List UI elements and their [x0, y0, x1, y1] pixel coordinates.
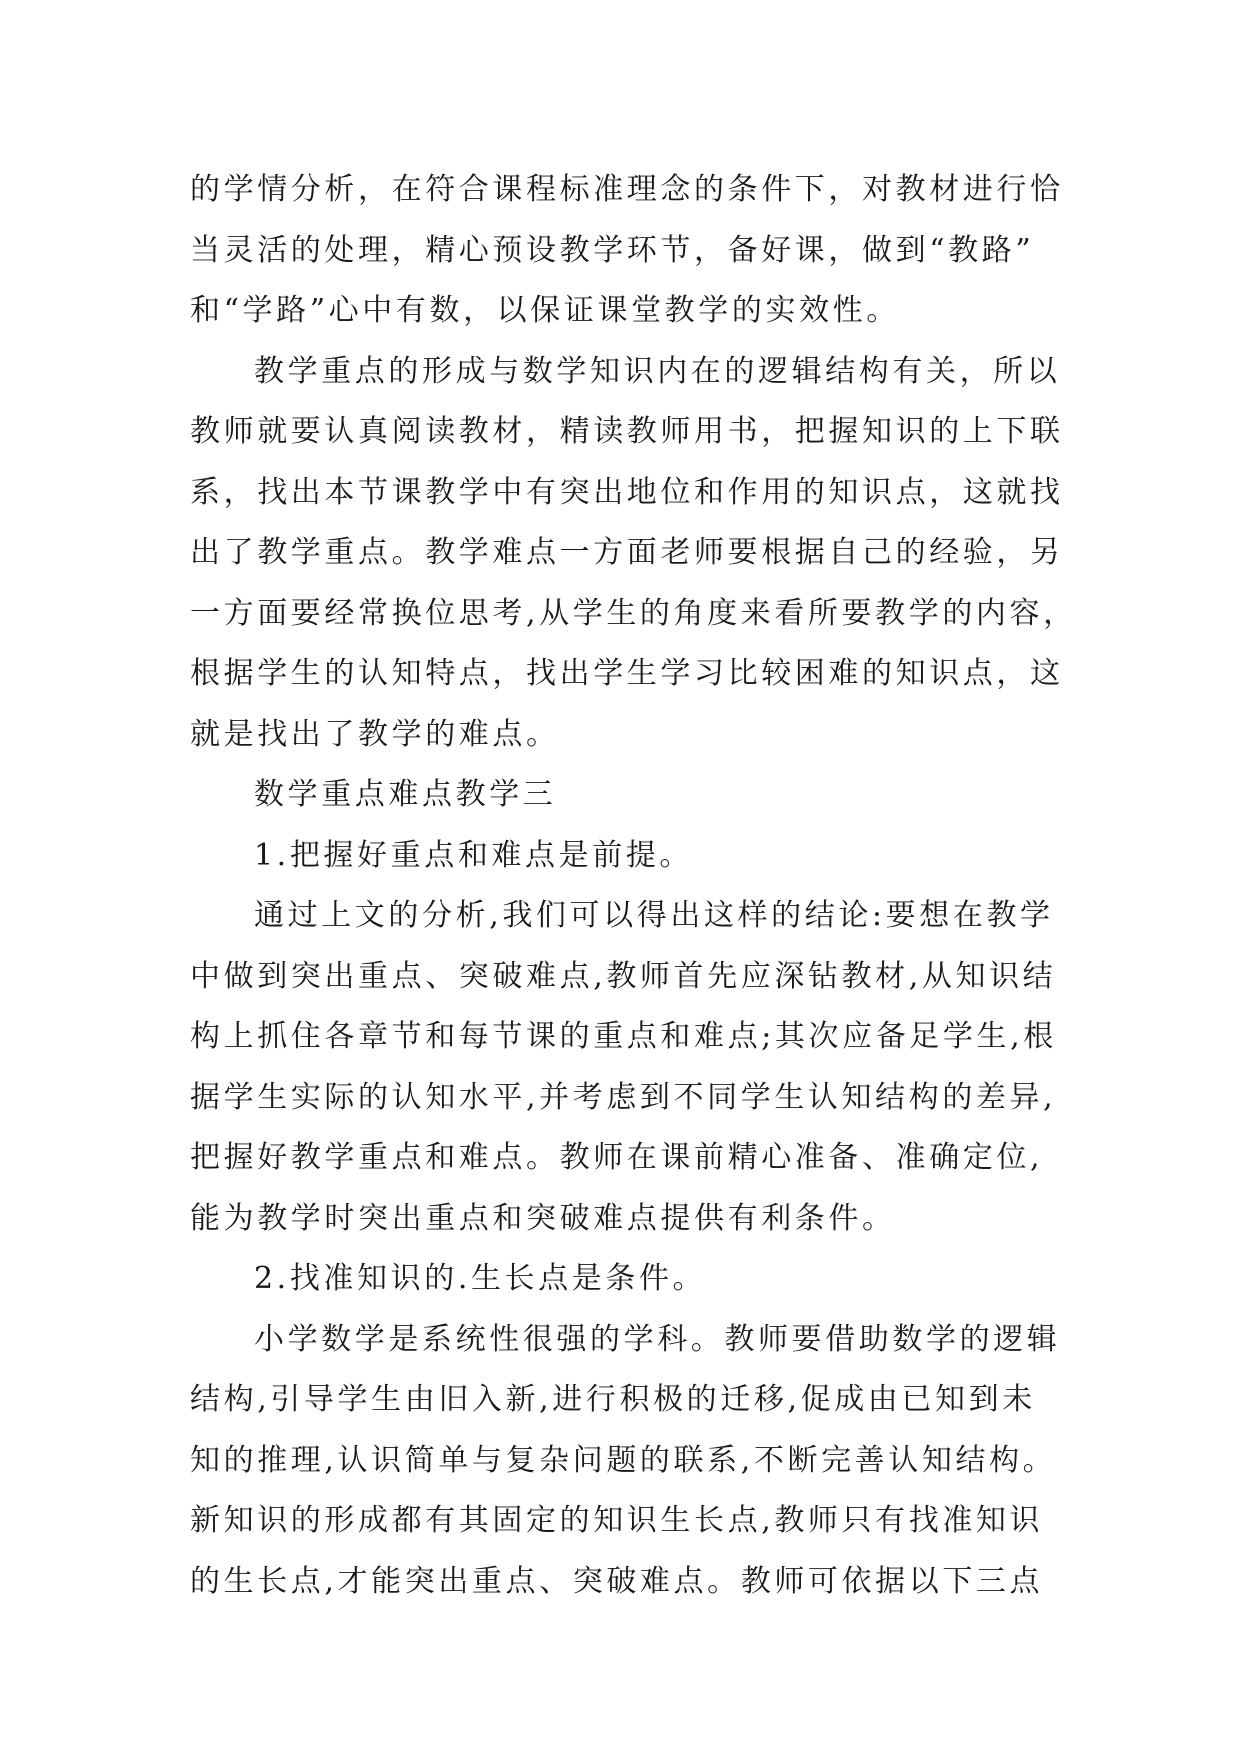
text-line: 小学数学是系统性很强的学科。教师要借助数学的逻辑: [254, 1321, 1061, 1357]
text-line: 和“学路”心中有数，以保证课堂教学的实效性。: [190, 293, 900, 328]
text-line: 系，找出本节课教学中有突出地位和作用的知识点，这就找: [190, 474, 1064, 510]
text-line: 知的推理,认识简单与复杂问题的联系,不断完善认知结构。: [190, 1442, 1057, 1478]
text-line: 当灵活的处理，精心预设教学环节，备好课，做到“教路”: [190, 232, 1035, 268]
text-line: 把握好教学重点和难点。教师在课前精心准备、准确定位,: [190, 1140, 1044, 1175]
text-line: 据学生实际的认知水平,并考虑到不同学生认知结构的差异,: [190, 1079, 1057, 1115]
text-line: 新知识的形成都有其固定的知识生长点,教师只有找准知识: [190, 1503, 1044, 1538]
text-line: 通过上文的分析,我们可以得出这样的结论:要想在教学: [254, 898, 1054, 933]
text-line: 根据学生的认知特点，找出学生学习比较困难的知识点，这: [190, 656, 1064, 691]
text-line: 的学情分析，在符合课程标准理念的条件下，对教材进行恰: [190, 172, 1064, 207]
text-line: 2.找准知识的.生长点是条件。: [254, 1261, 707, 1296]
text-line: 结构,引导学生由旧入新,进行积极的迁移,促成由已知到未: [190, 1382, 1036, 1417]
text-line: 1.把握好重点和难点是前提。: [254, 837, 694, 873]
body-text: [190, 160, 1077, 1612]
text-line: 出了教学重点。教学难点一方面老师要根据自己的经验，另: [190, 535, 1064, 570]
text-line: 教师就要认真阅读教材，精读教师用书，把握知识的上下联: [190, 414, 1064, 449]
text-line: 构上抓住各章节和每节课的重点和难点;其次应备足学生,根: [190, 1019, 1057, 1054]
text-line: 一方面要经常换位思考,从学生的角度来看所要教学的内容，: [190, 595, 1077, 631]
text-line: 数学重点难点教学三: [254, 777, 557, 812]
text-line: 教学重点的形成与数学知识内在的逻辑结构有关，所以: [254, 353, 1061, 389]
text-line: 能为教学时突出重点和突破难点提供有利条件。: [190, 1200, 896, 1236]
text-line: 的生长点,才能突出重点、突破难点。教师可依据以下三点: [190, 1563, 1044, 1599]
text-line: 中做到突出重点、突破难点,教师首先应深钻教材,从知识结: [190, 958, 1057, 994]
text-line: 就是找出了教学的难点。: [190, 716, 560, 752]
